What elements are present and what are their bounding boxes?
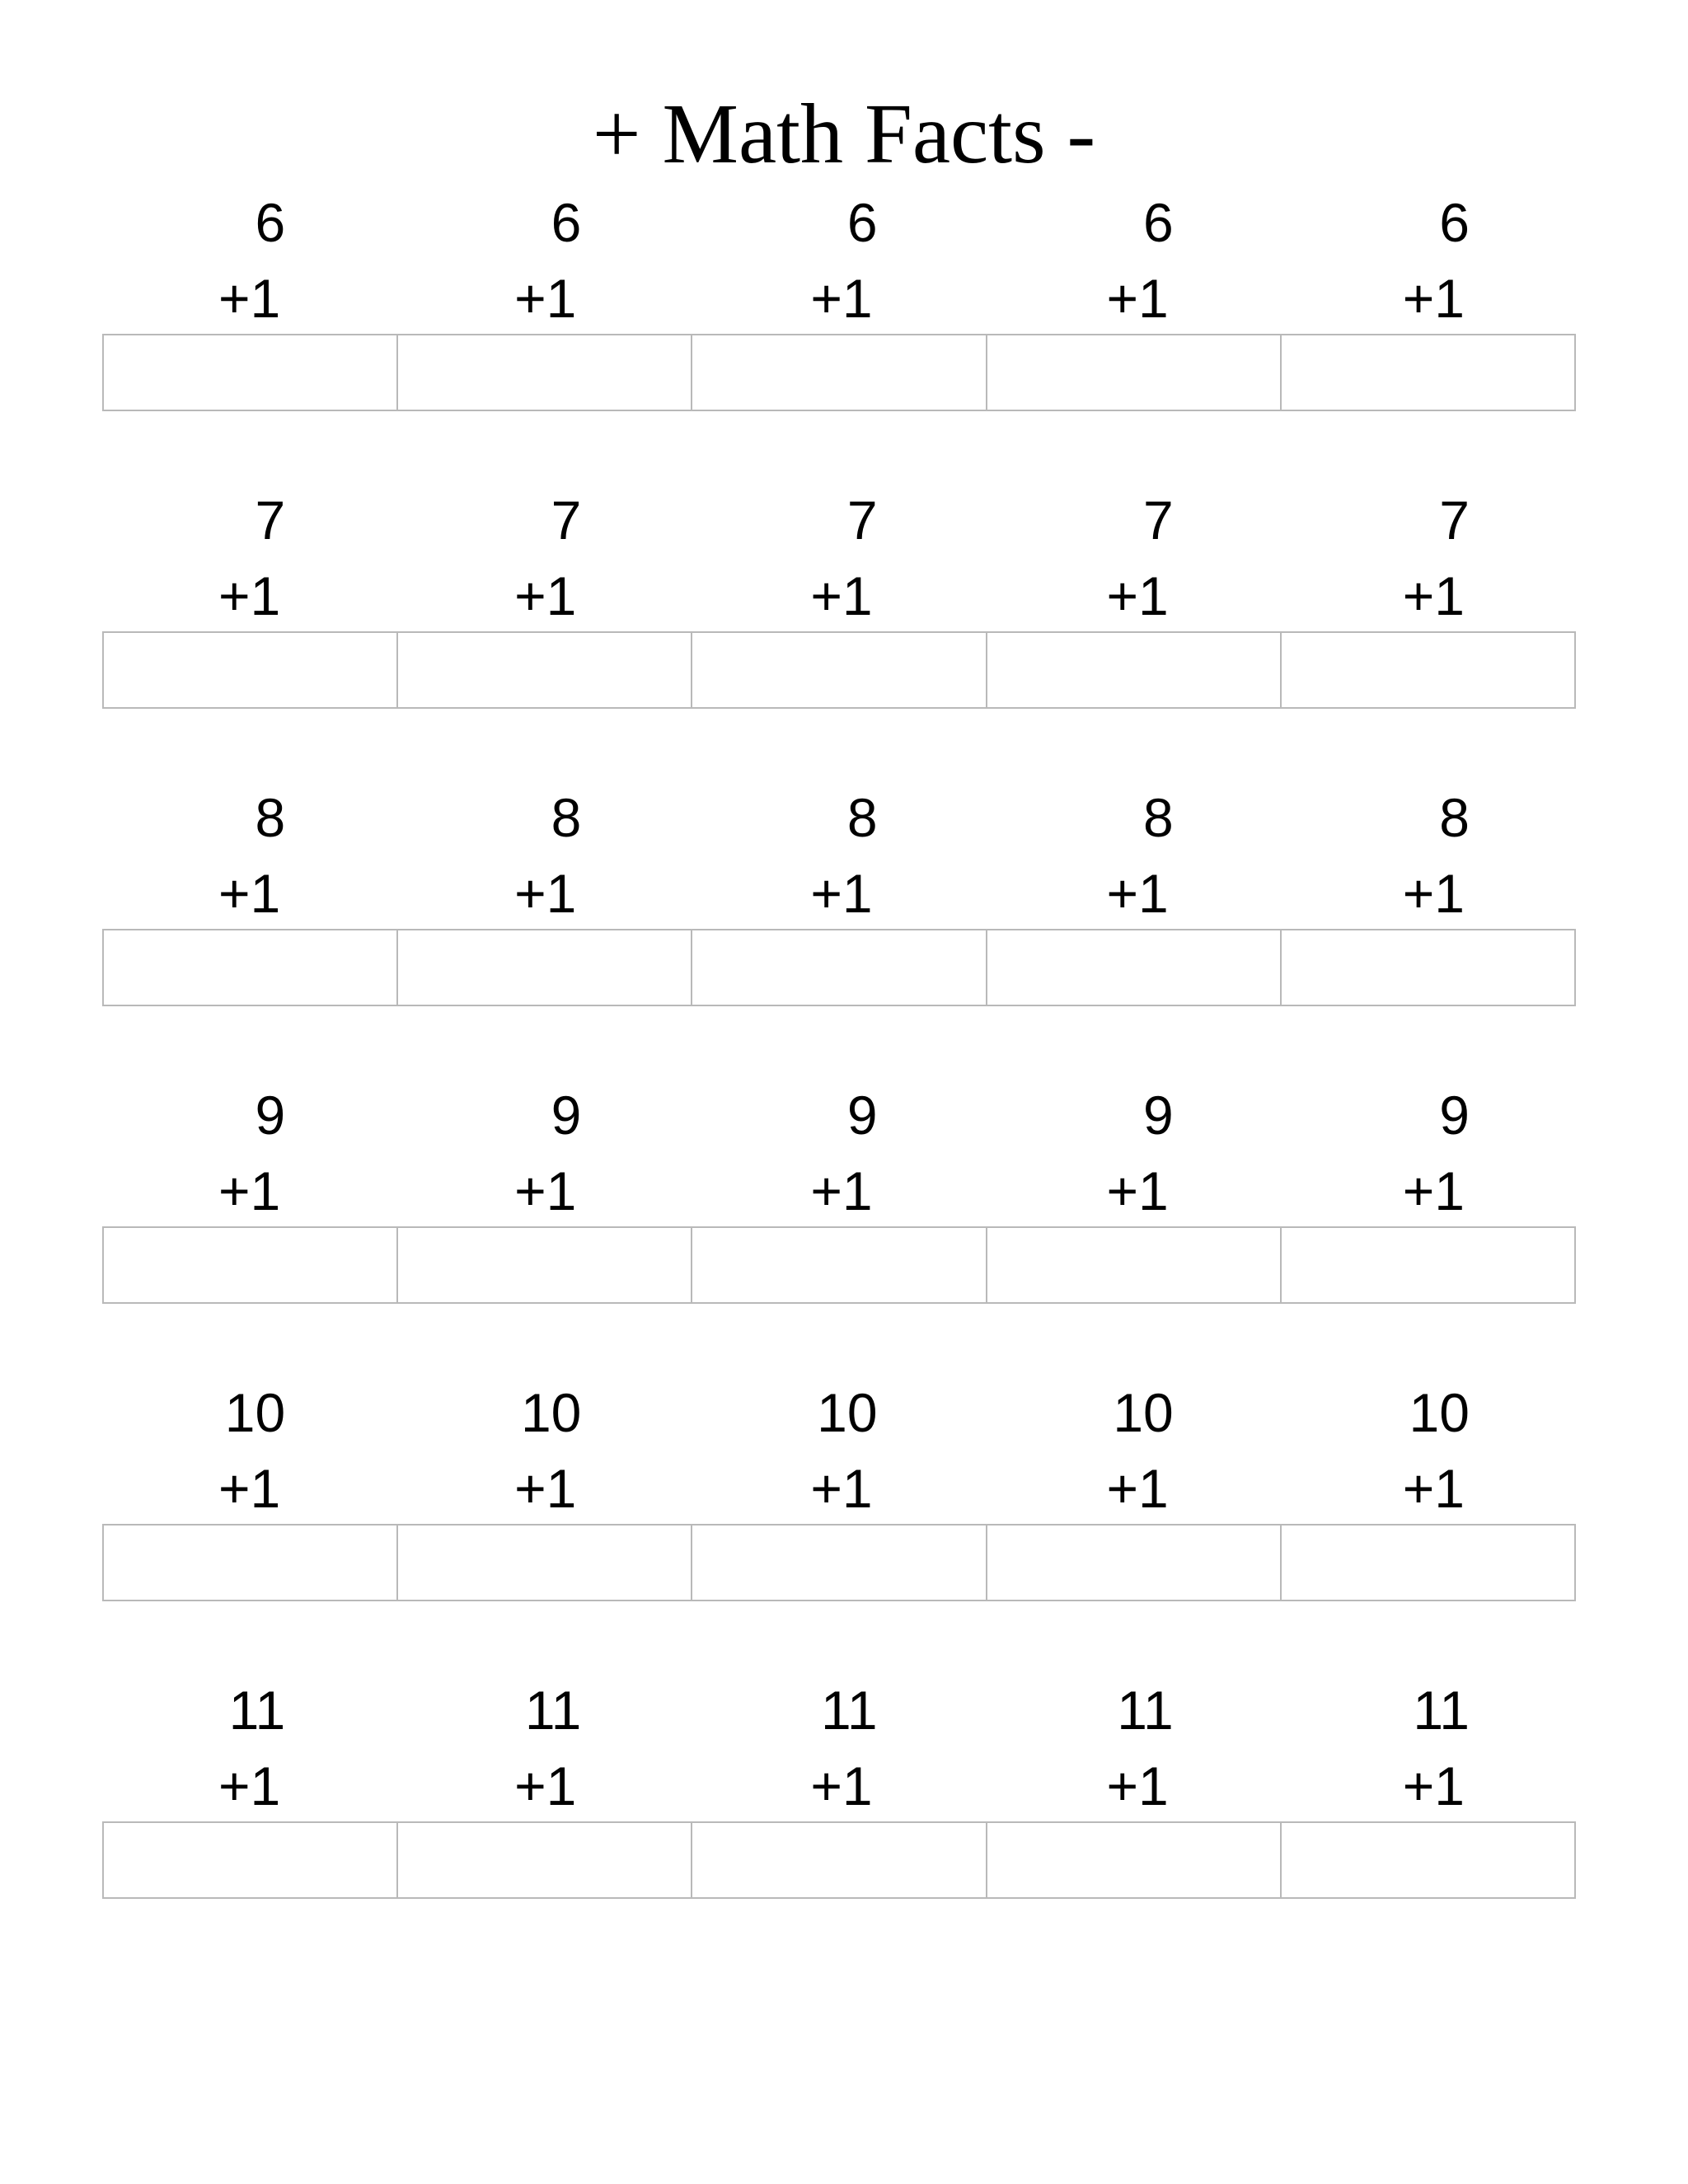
- answer-box[interactable]: [691, 929, 987, 1006]
- answer-box[interactable]: [396, 1524, 692, 1601]
- answer-box[interactable]: [986, 1226, 1282, 1304]
- top-number: 10: [224, 1382, 286, 1443]
- addend: +1: [514, 1458, 577, 1519]
- answer-box[interactable]: [396, 1821, 692, 1899]
- addend: +1: [514, 1160, 577, 1221]
- answer-box[interactable]: [102, 631, 398, 709]
- top-number: 11: [1413, 1680, 1470, 1741]
- answer-box[interactable]: [396, 1226, 692, 1304]
- addend: +1: [1106, 1458, 1169, 1519]
- answer-box[interactable]: [102, 1821, 398, 1899]
- top-number: 6: [551, 192, 582, 253]
- answer-box[interactable]: [691, 1226, 987, 1304]
- answer-box[interactable]: [1280, 631, 1576, 709]
- top-number: 8: [1143, 787, 1174, 848]
- addend: +1: [810, 565, 873, 626]
- addend: +1: [1106, 1160, 1169, 1221]
- answer-box[interactable]: [396, 334, 692, 411]
- answer-box[interactable]: [691, 1524, 987, 1601]
- top-number: 6: [846, 192, 878, 253]
- top-number: 11: [228, 1680, 286, 1741]
- top-number: 9: [551, 1085, 582, 1146]
- addend: +1: [218, 565, 281, 626]
- top-number: 9: [1439, 1085, 1470, 1146]
- top-number: 8: [846, 787, 878, 848]
- answer-box[interactable]: [102, 1524, 398, 1601]
- top-number: 11: [524, 1680, 582, 1741]
- addend: +1: [810, 863, 873, 924]
- top-number: 10: [1113, 1382, 1174, 1443]
- top-number: 10: [520, 1382, 582, 1443]
- addend: +1: [1402, 268, 1465, 329]
- answer-box[interactable]: [396, 631, 692, 709]
- addend: +1: [810, 268, 873, 329]
- answer-box[interactable]: [102, 1226, 398, 1304]
- top-number: 9: [255, 1085, 286, 1146]
- addend: +1: [810, 1458, 873, 1519]
- answer-box[interactable]: [1280, 334, 1576, 411]
- addend: +1: [1402, 1458, 1465, 1519]
- answer-box[interactable]: [986, 631, 1282, 709]
- addend: +1: [514, 565, 577, 626]
- addend: +1: [1402, 863, 1465, 924]
- addend: +1: [1106, 1755, 1169, 1816]
- answer-box[interactable]: [986, 1821, 1282, 1899]
- answer-box[interactable]: [1280, 1821, 1576, 1899]
- top-number: 6: [255, 192, 286, 253]
- addend: +1: [1106, 268, 1169, 329]
- answer-box[interactable]: [986, 929, 1282, 1006]
- addend: +1: [1106, 565, 1169, 626]
- answer-box[interactable]: [691, 1821, 987, 1899]
- top-number: 9: [846, 1085, 878, 1146]
- answer-box[interactable]: [1280, 1226, 1576, 1304]
- answer-box[interactable]: [102, 929, 398, 1006]
- top-number: 6: [1439, 192, 1470, 253]
- addend: +1: [810, 1755, 873, 1816]
- addend: +1: [218, 1160, 281, 1221]
- addend: +1: [218, 1458, 281, 1519]
- top-number: 9: [1143, 1085, 1174, 1146]
- addend: +1: [514, 863, 577, 924]
- answer-box[interactable]: [986, 1524, 1282, 1601]
- top-number: 6: [1143, 192, 1174, 253]
- addend: +1: [1106, 863, 1169, 924]
- top-number: 10: [817, 1382, 878, 1443]
- answer-box[interactable]: [1280, 1524, 1576, 1601]
- top-number: 7: [1143, 490, 1174, 551]
- addend: +1: [514, 1755, 577, 1816]
- addend: +1: [810, 1160, 873, 1221]
- top-number: 7: [846, 490, 878, 551]
- page-title: + Math Facts -: [592, 87, 1096, 181]
- answer-box[interactable]: [1280, 929, 1576, 1006]
- addend: +1: [218, 863, 281, 924]
- answer-box[interactable]: [396, 929, 692, 1006]
- addend: +1: [218, 268, 281, 329]
- addend: +1: [1402, 1755, 1465, 1816]
- addend: +1: [1402, 1160, 1465, 1221]
- answer-box[interactable]: [691, 631, 987, 709]
- top-number: 7: [1439, 490, 1470, 551]
- top-number: 11: [821, 1680, 878, 1741]
- top-number: 11: [1117, 1680, 1174, 1741]
- answer-box[interactable]: [986, 334, 1282, 411]
- addend: +1: [1402, 565, 1465, 626]
- answer-box[interactable]: [102, 334, 398, 411]
- addend: +1: [514, 268, 577, 329]
- top-number: 8: [255, 787, 286, 848]
- top-number: 7: [255, 490, 286, 551]
- top-number: 7: [551, 490, 582, 551]
- answer-box[interactable]: [691, 334, 987, 411]
- addend: +1: [218, 1755, 281, 1816]
- top-number: 8: [1439, 787, 1470, 848]
- top-number: 8: [551, 787, 582, 848]
- top-number: 10: [1409, 1382, 1470, 1443]
